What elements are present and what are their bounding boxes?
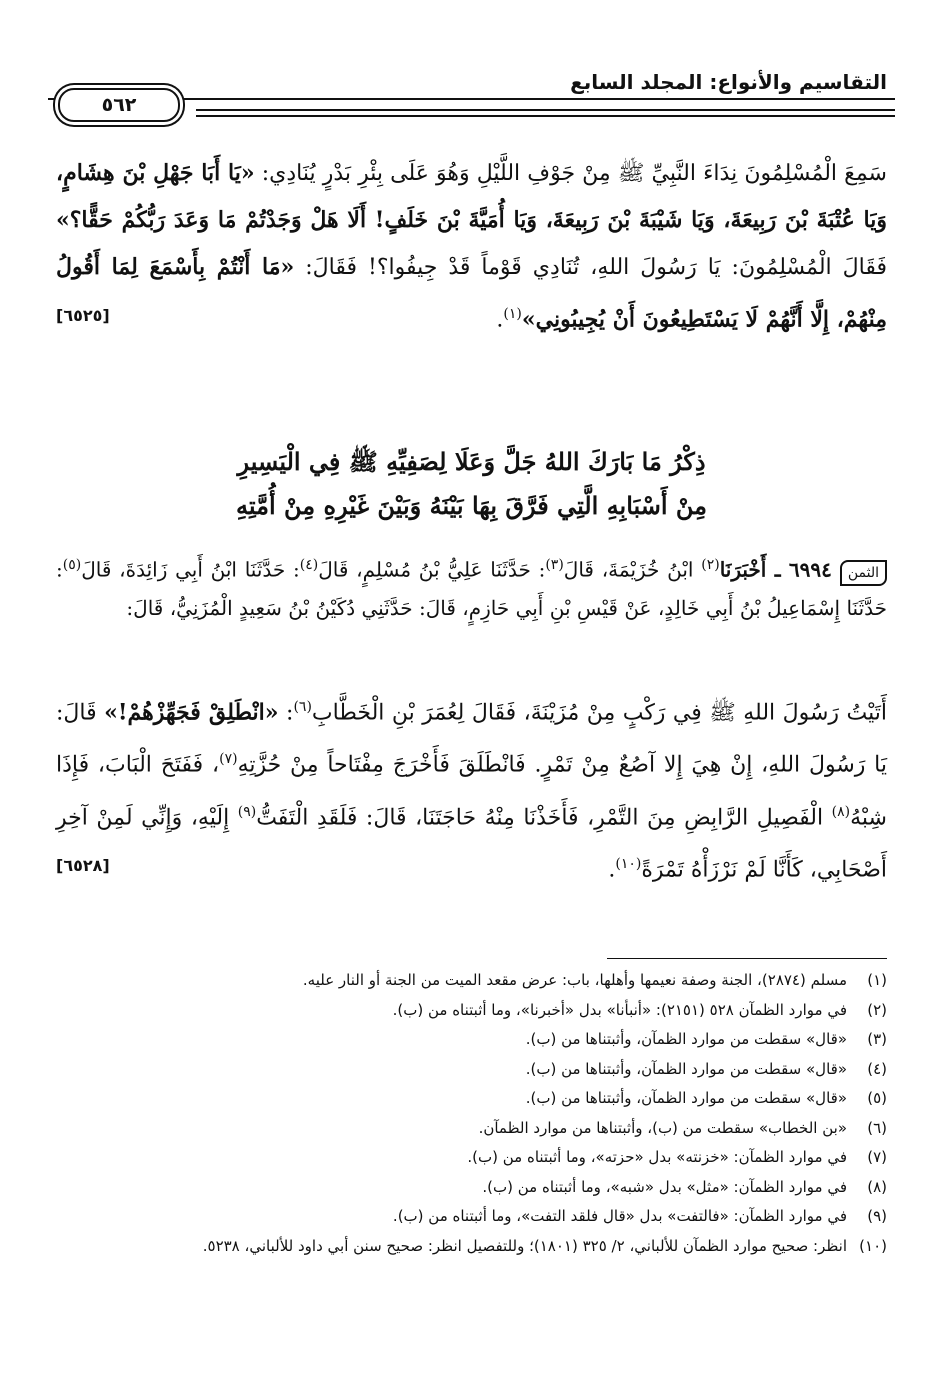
footnote-text: في موارد الظمآن: «خزنته» بدل «حزته»، وما أثبتناه من (ب). [467, 1148, 847, 1166]
paragraph-matn [56, 684, 887, 893]
footnote-number: (١٠) [859, 1236, 887, 1255]
para1-text-c: فَقَالَ الْمُسْلِمُونَ: يَا رَسُولَ اللهِ، تُنَادِي قَوْماً قَدْ جِيفُوا؟! فَقَالَ: [294, 255, 887, 280]
footnote-item [56, 1143, 887, 1173]
matn-part: قَالَ: يَا رَسُولَ اللهِ، إِنْ هِيَ إِلا آصُعٌ مِنْ تَمْرٍ. فَانْطَلَقَ فَأَخْرَجَ مِفْتَاحاً مِنْ حُزَّتِهِ [56, 700, 887, 778]
isnad-part: : حَدَّثَنَا ابْنُ أَبِي زَائِدَةَ، قَالَ [81, 557, 300, 582]
footnotes [56, 966, 887, 1261]
footnote-text: في موارد الظمآن ٥٢٨ (٢١٥١): «أنبأنا» بدل «أخبرنا»، وما أثبتناه من (ب). [392, 1000, 847, 1019]
badge-rule-bottom [196, 115, 895, 117]
running-title: التقاسيم والأنواع: المجلد السابع [570, 70, 887, 94]
footnote-item [56, 1025, 887, 1055]
para1-quote-1: «يَا أَبَا جَهْلِ بْنَ هِشَامٍ، وَيَا عُتْبَةَ بْنَ رَبِيعَةَ، وَيَا شَيْبَةَ بْنَ رَبِيعَةَ، وَيَا أُمَيَّةَ بْنَ خَلَفٍ! أَلَا هَلْ وَجَدْتُمْ مَا وَعَدَ رَبُّكُمْ حَقًّا؟» [56, 160, 887, 233]
reference-number: [٦٥٢٥] [56, 306, 110, 325]
badge-rule-top [196, 109, 895, 111]
footnote-item [56, 1173, 887, 1203]
footnote-marker: (٨) [831, 803, 851, 820]
isnad-part: ابْنُ خُزَيْمَةَ، قَالَ [563, 557, 702, 582]
footnote-marker: (١) [503, 306, 522, 322]
page-header [48, 70, 895, 126]
footnote-number: (٧) [867, 1148, 887, 1166]
footnote-marker: (٥) [62, 557, 82, 573]
matn-part: الْفَصِيلِ الرَّابِضِ مِنَ التَّمْرِ، فَأَخَذْنَا مِنْهُ حَاجَتَنَا، قَالَ: فَلَقَدِ الْتَفَتُّ [256, 804, 832, 830]
hadith-number: ٦٩٩٤ [788, 557, 832, 582]
chapter-heading-line-2: مِنْ أَسْبَابِهِ الَّتِي فَرَّقَ بِهَا بَيْنَهُ وَبَيْنَ غَيْرِهِ مِنْ أُمَّتِهِ [236, 491, 707, 520]
footnote-item [56, 1232, 887, 1262]
footnote-item [56, 1202, 887, 1232]
footnote-number: (٣) [867, 1030, 887, 1048]
para1-quote-2: «مَا أَنْتُمْ بِأَسْمَعَ لِمَا أَقُولُ مِنْهُمْ، إِلَّا أَنَّهُمْ لَا يَسْتَطِيعُونَ أَنْ يُجِيبُونِي» [56, 254, 887, 333]
matn-part: . [608, 857, 616, 883]
hadith-isnad: الثمن٦٩٩٤ ـ أَخْبَرَنَا$^{(٢)}$ ابْنُ خُزَيْمَةَ، قَالَ$^{(٣)}$: حَدَّثَنَا عَلِيُّ بْنُ مُسْلِمٍ، قَالَ$^{(٤)}$: حَدَّثَنَا ابْنُ أَبِي زَائِدَةَ، قَالَ$^{(٥)}$: حَدَّثَنَا إِسْمَاعِيلُ بْنُ أَبِي خَالِدٍ، عَنْ قَيْسِ بْنِ أَبِي حَازِمٍ، قَالَ: حَدَّثَنِي دُكَيْنُ بْنُ سَعِيدٍ الْمُزَنِيُّ، قَالَ: [56, 557, 887, 620]
footnote-marker: (٦) [293, 699, 312, 715]
matn-part: ، فَفَتَحَ الْبَابَ، فَإِذَا شِبْهُ [56, 752, 887, 830]
footnote-text: «قال» سقطت من موارد الظمآن، وأثبتناها من (ب). [525, 1059, 847, 1078]
para1-text-a: سَمِعَ الْمُسْلِمُونَ نِدَاءَ النَّبِيِّ ﷺ مِنْ جَوْفِ اللَّيْلِ وَهُوَ عَلَى بِئْرِ بَدْرٍ يُنَادِي: [254, 161, 887, 186]
footnote-text: «قال» سقطت من موارد الظمآن، وأثبتناها من (ب). [525, 1030, 847, 1048]
footnote-marker: (٣) [545, 557, 564, 573]
footnote-number: (١) [867, 971, 887, 989]
footnote-marker: (٤) [299, 557, 319, 573]
paragraph-badr: سَمِعَ الْمُسْلِمُونَ نِدَاءَ النَّبِيِّ ﷺ مِنْ جَوْفِ اللَّيْلِ وَهُوَ عَلَى بِئْرِ بَدْرٍ يُنَادِي: «يَا أَبَا جَهْلِ بْنَ هِشَامٍ، وَيَا عُتْبَةَ بْنَ رَبِيعَةَ، وَيَا شَيْبَةَ بْنَ رَبِيعَةَ، وَيَا أُمَيَّةَ بْنَ خَلَفٍ! أَلَا هَلْ وَجَدْتُمْ مَا وَعَدَ رَبُّكُمْ حَقًّا؟» فَقَالَ الْمُسْلِمُونَ: يَا رَسُولَ اللهِ، تُنَادِي قَوْماً قَدْ جِيفُوا؟! فَقَالَ: «مَا أَنْتُمْ بِأَسْمَعَ لِمَا أَقُولُ مِنْهُمْ، إِلَّا أَنَّهُمْ لَا يَسْتَطِيعُونَ أَنْ يُجِيبُونِي»$^{(١)}$. [٦٥٢٥] [56, 150, 887, 343]
page-number: ٥٦٢ [101, 94, 137, 116]
page-number-badge [58, 88, 180, 122]
footnote-number: (٦) [867, 1118, 887, 1137]
footnote-text: انظر: صحيح موارد الظمآن للألباني، ٢/ ٣٢٥ (١٨٠١)؛ وللتفصيل انظر: صحيح سنن أبي داود للألباني، ٥٢٣٨. [202, 1236, 847, 1255]
footnote-text: في موارد الظمآن: «فالتفت» بدل «قال فلقد التفت»، وما أثبتناه من (ب). [392, 1207, 847, 1225]
matn-part: إِلَيْهِ، وَإِنِّي لَمِنْ آخِرِ أَصْحَابِي، كَأَنَّا لَمْ نَرْزَأْهُ تَمْرَةً [56, 804, 887, 883]
footnote-item [56, 1084, 887, 1114]
footnote-number: (٥) [867, 1089, 887, 1107]
hadith-akhbarana: أَخْبَرَنَا [719, 557, 767, 582]
footnote-number: (٢) [867, 1000, 887, 1019]
footnote-marker: (٧) [219, 751, 238, 768]
footnote-text: مسلم (٢٨٧٤)، الجنة وصفة نعيمها وأهلها، باب: عرض مقعد الميت من الجنة أو النار عليه. [302, 971, 847, 989]
footnote-marker: (٩) [237, 803, 257, 820]
footnote-item [56, 966, 887, 996]
hadith-type-icon: الثمن [840, 560, 887, 586]
footnote-marker: (٢) [701, 557, 720, 573]
footnote-item [56, 996, 887, 1026]
footnote-item [56, 1114, 887, 1144]
footnote-text: «قال» سقطت من موارد الظمآن، وأثبتناها من (ب). [525, 1089, 847, 1107]
footnote-item [56, 1055, 887, 1085]
isnad-part: : حَدَّثَنَا عَلِيُّ بْنُ مُسْلِمٍ، قَالَ [318, 557, 546, 582]
matn-part: أَتَيْتُ رَسُولَ اللهِ ﷺ فِي رَكْبٍ مِنْ مُزَيْنَةَ، فَقَالَ لِعُمَرَ بْنِ الْخَطَّابِ [311, 700, 887, 726]
reference-number: [٦٥٢٨] [56, 855, 110, 875]
matn-quote: «انْطَلِقْ فَجَهِّزْهُمْ!» [104, 699, 279, 726]
footnote-text: «بن الخطاب» سقطت من (ب)، وأثبتناها من موارد الظمآن. [478, 1118, 847, 1137]
isnad-part: : حَدَّثَنَا إِسْمَاعِيلُ بْنُ أَبِي خَالِدٍ، عَنْ قَيْسِ بْنِ أَبِي حَازِمٍ، قَالَ: حَدَّثَنِي دُكَيْنُ بْنُ سَعِيدٍ الْمُزَنِيُّ، قَالَ: [56, 557, 887, 620]
footnote-divider [607, 958, 887, 959]
footnote-number: (٨) [867, 1177, 887, 1196]
footnote-marker: (١٠) [615, 855, 642, 872]
matn-part: : [278, 700, 294, 726]
footnote-number: (٤) [867, 1059, 887, 1078]
chapter-heading [56, 440, 887, 528]
chapter-heading-line-1: ذِكْرُ مَا بَارَكَ اللهُ جَلَّ وَعَلَا لِصَفِيِّهِ ﷺ فِي الْيَسِيرِ [237, 447, 706, 476]
footnote-text: في موارد الظمآن: «مثل» بدل «شبه»، وما أثبتناه من (ب). [482, 1177, 847, 1196]
footnote-number: (٩) [867, 1207, 887, 1225]
